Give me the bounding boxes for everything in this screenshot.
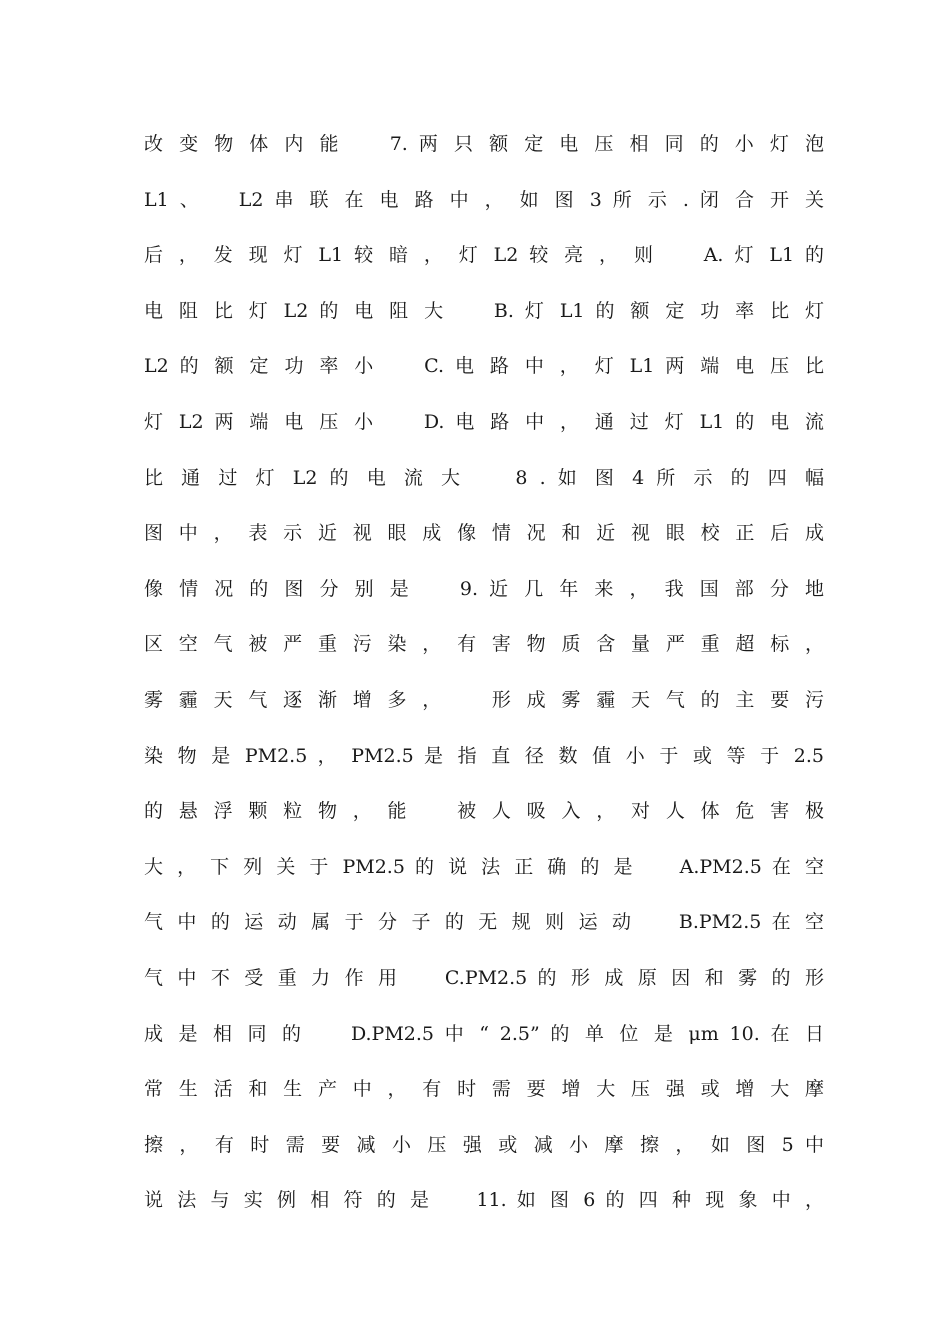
text-line: 雾 霾 天 气 逐 渐 增 多 ， 形 成 雾 霾 天 气 的 主 要 污 — [144, 688, 824, 711]
text-line: 比 通 过 灯 L2 的 电 流 大 8 . 如 图 4 所 示 的 四 幅 — [144, 466, 824, 489]
text-line: 染 物 是 PM2.5 ， PM2.5 是 指 直 径 数 值 小 于 或 等 于 2.5 — [144, 744, 824, 767]
text-line: 气 中 不 受 重 力 作 用 C.PM2.5 的 形 成 原 因 和 雾 的 形 — [144, 966, 824, 989]
text-line: 图 中 ， 表 示 近 视 眼 成 像 情 况 和 近 视 眼 校 正 后 成 — [144, 522, 824, 545]
text-line: 改 变 物 体 内 能 7. 两 只 额 定 电 压 相 同 的 小 灯 泡 — [144, 133, 824, 155]
text-line: 灯 L2 两 端 电 压 小 D. 电 路 中 ， 通 过 灯 L1 的 电 流 — [144, 410, 824, 433]
text-line: 成 是 相 同 的 D.PM2.5 中 “ 2.5” 的 单 位 是 μm 10. 在 日 — [144, 1022, 824, 1045]
text-line: 说 法 与 实 例 相 符 的 是 11. 如 图 6 的 四 种 现 象 中 ， — [144, 1189, 824, 1212]
text-line: 擦 ， 有 时 需 要 减 小 压 强 或 减 小 摩 擦 ， 如 图 5 中 — [144, 1133, 824, 1156]
text-line: 气 中 的 运 动 属 于 分 子 的 无 规 则 运 动 B.PM2.5 在 空 — [144, 911, 824, 934]
body-text — [144, 124, 824, 1236]
text-line: 常 生 活 和 生 产 中 ， 有 时 需 要 增 大 压 强 或 增 大 摩 — [144, 1078, 824, 1101]
text-line: 电 阻 比 灯 L2 的 电 阻 大 B. 灯 L1 的 额 定 功 率 比 灯 — [144, 299, 824, 322]
text-line: 后 ， 发 现 灯 L1 较 暗 ， 灯 L2 较 亮 ， 则 A. 灯 L1 的 — [144, 244, 824, 267]
text-line: L2 的 额 定 功 率 小 C. 电 路 中 ， 灯 L1 两 端 电 压 比 — [144, 355, 824, 378]
text-line: 像 情 况 的 图 分 别 是 9. 近 几 年 来 ， 我 国 部 分 地 — [144, 577, 824, 600]
text-line: 大 ， 下 列 关 于 PM2.5 的 说 法 正 确 的 是 A.PM2.5 在 空 — [144, 855, 824, 878]
text-line: 的 悬 浮 颗 粒 物 ， 能 被 人 吸 入 ， 对 人 体 危 害 极 — [144, 800, 824, 823]
text-line: L1 、 L2 串 联 在 电 路 中 ， 如 图 3 所 示 . 闭 合 开 关 — [144, 188, 824, 211]
text-line: 区 空 气 被 严 重 污 染 ， 有 害 物 质 含 量 严 重 超 标 ， — [144, 633, 824, 656]
